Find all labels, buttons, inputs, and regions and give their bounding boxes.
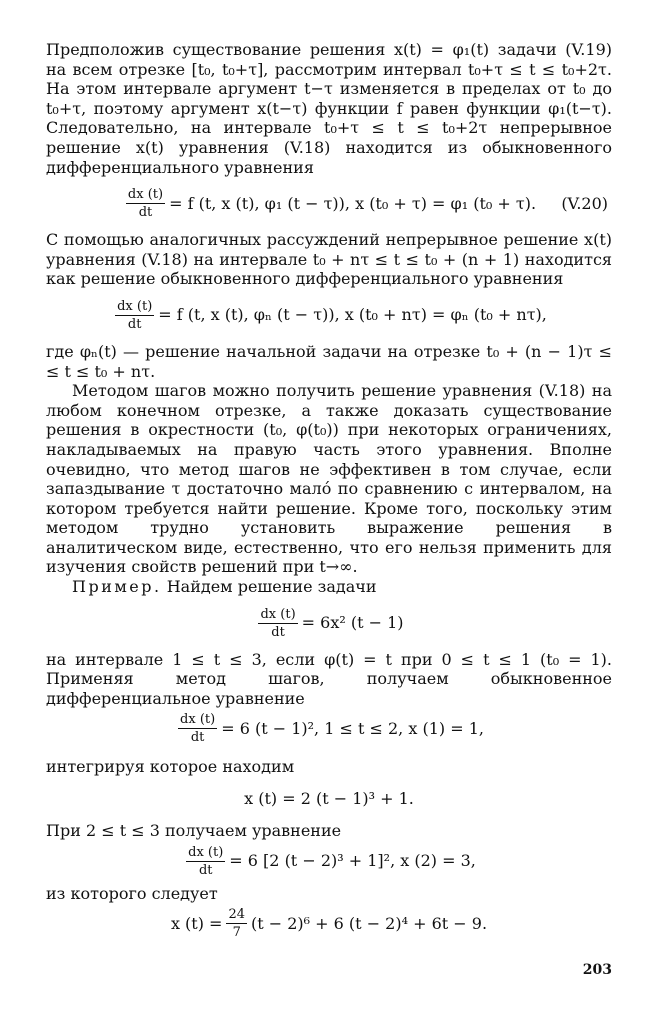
fraction-numerator: dx (t)	[127, 187, 164, 203]
equation-rhs: = 6x² (t − 1)	[301, 613, 404, 633]
fraction-denominator: dt	[127, 316, 142, 332]
fraction-denominator: dt	[271, 624, 285, 640]
derivative-fraction	[258, 607, 297, 640]
equation-v20	[46, 187, 612, 220]
derivative-fraction	[115, 299, 154, 332]
fraction-denominator: dt	[198, 862, 213, 878]
paragraph-3: где φₙ(t) — решение начальной задачи на отрезке t₀ + (n − 1)τ ≤ ≤ t ≤ t₀ + nτ.	[46, 341, 612, 381]
derivative-fraction	[178, 712, 217, 745]
equation-body: x (t) = 2 (t − 1)³ + 1.	[244, 789, 414, 809]
fraction-denominator: dt	[190, 730, 205, 746]
fraction-numerator: dx (t)	[188, 844, 224, 860]
page-number: 203	[582, 962, 612, 978]
example-label: Пример.	[72, 577, 162, 597]
equation-step-1	[46, 712, 612, 745]
equation-rhs: = f (t, x (t), φ₁ (t − τ)), x (t₀ + τ) = φ₁ (t₀ + τ).	[169, 193, 537, 213]
equation-rhs: = 6 [2 (t − 2)³ + 1]², x (2) = 3,	[229, 851, 476, 871]
fraction-numerator: dx (t)	[180, 712, 216, 728]
paragraph-9: из которого следует	[46, 883, 218, 903]
equation-rhs: (t − 2)⁶ + 6 (t − 2)⁴ + 6t − 9.	[251, 913, 488, 933]
equation-rhs: = f (t, x (t), φₙ (t − τ)), x (t₀ + nτ) = φₙ (t₀ + nτ),	[158, 305, 547, 325]
fraction-numerator: dx (t)	[117, 298, 153, 314]
fraction-numerator: dx (t)	[260, 606, 296, 622]
equation-solution-2	[46, 907, 612, 940]
paragraph-5	[46, 577, 612, 597]
equation-example	[46, 607, 612, 640]
paragraph-4: Методом шагов можно получить решение уравнения (V.18) на любом конечном отрезке, а также доказать существование решения в окрестности (t₀, φ(t₀)) при некоторых ограничениях, накладываемых на правую часть этого уравнения. Вполне очевидно, что метод шагов не эффективен в том случае, если запаздывание τ достаточно мало́ по сравнению с интервалом, на котором требуется найти решение. Кроме того, поскольку этим методом трудно установить выражение решения в аналитическом виде, естественно, что его нельзя применить для изучения свойств решений при t→∞.	[46, 381, 612, 577]
equation-solution-1	[46, 789, 612, 809]
paragraph-8: При 2 ≤ t ≤ 3 получаем уравнение	[46, 821, 342, 841]
fraction-denominator: dt	[138, 205, 153, 221]
paragraph-1: Предположив существование решения x(t) = φ₁(t) задачи (V.19) на всем отрезке [t₀, t₀+τ], рассмотрим интервал t₀+τ ≤ t ≤ t₀+2τ. На этом интервале аргумент t−τ изменяется в пределах от t₀ до t₀+τ, поэтому аргумент x(t−τ) функции f равен функции φ₁(t−τ). Следовательно, на интервале t₀+τ ≤ t ≤ t₀+2τ непрерывное решение x(t) уравнения (V.18) находится из обыкновенного дифференциального уравнения	[46, 40, 612, 177]
coefficient-fraction	[226, 907, 247, 940]
paragraph-7: интегрируя которое находим	[46, 757, 295, 777]
fraction-denominator: 7	[232, 925, 241, 941]
equation-rhs: = 6 (t − 1)², 1 ≤ t ≤ 2, x (1) = 1,	[221, 718, 484, 738]
fraction-numerator: 24	[228, 907, 245, 923]
paragraph-6: на интервале 1 ≤ t ≤ 3, если φ(t) = t при 0 ≤ t ≤ 1 (t₀ = 1). Применяя метод шагов, получаем обыкновенное дифференциальное уравнение	[46, 649, 612, 708]
paragraph-2: С помощью аналогичных рассуждений непрерывное решение x(t) уравнения (V.18) на интервале t₀ + nτ ≤ t ≤ t₀ + (n + 1) находится как решение обыкновенного дифференциального уравнения	[46, 230, 612, 289]
equation-step-2	[46, 845, 612, 878]
equation-n-step	[46, 299, 612, 332]
example-text: Найдем решение задачи	[161, 577, 377, 597]
equation-lhs: x (t) =	[170, 913, 223, 933]
derivative-fraction	[186, 845, 225, 878]
derivative-fraction	[126, 187, 165, 220]
equation-number: (V.20)	[561, 193, 608, 213]
